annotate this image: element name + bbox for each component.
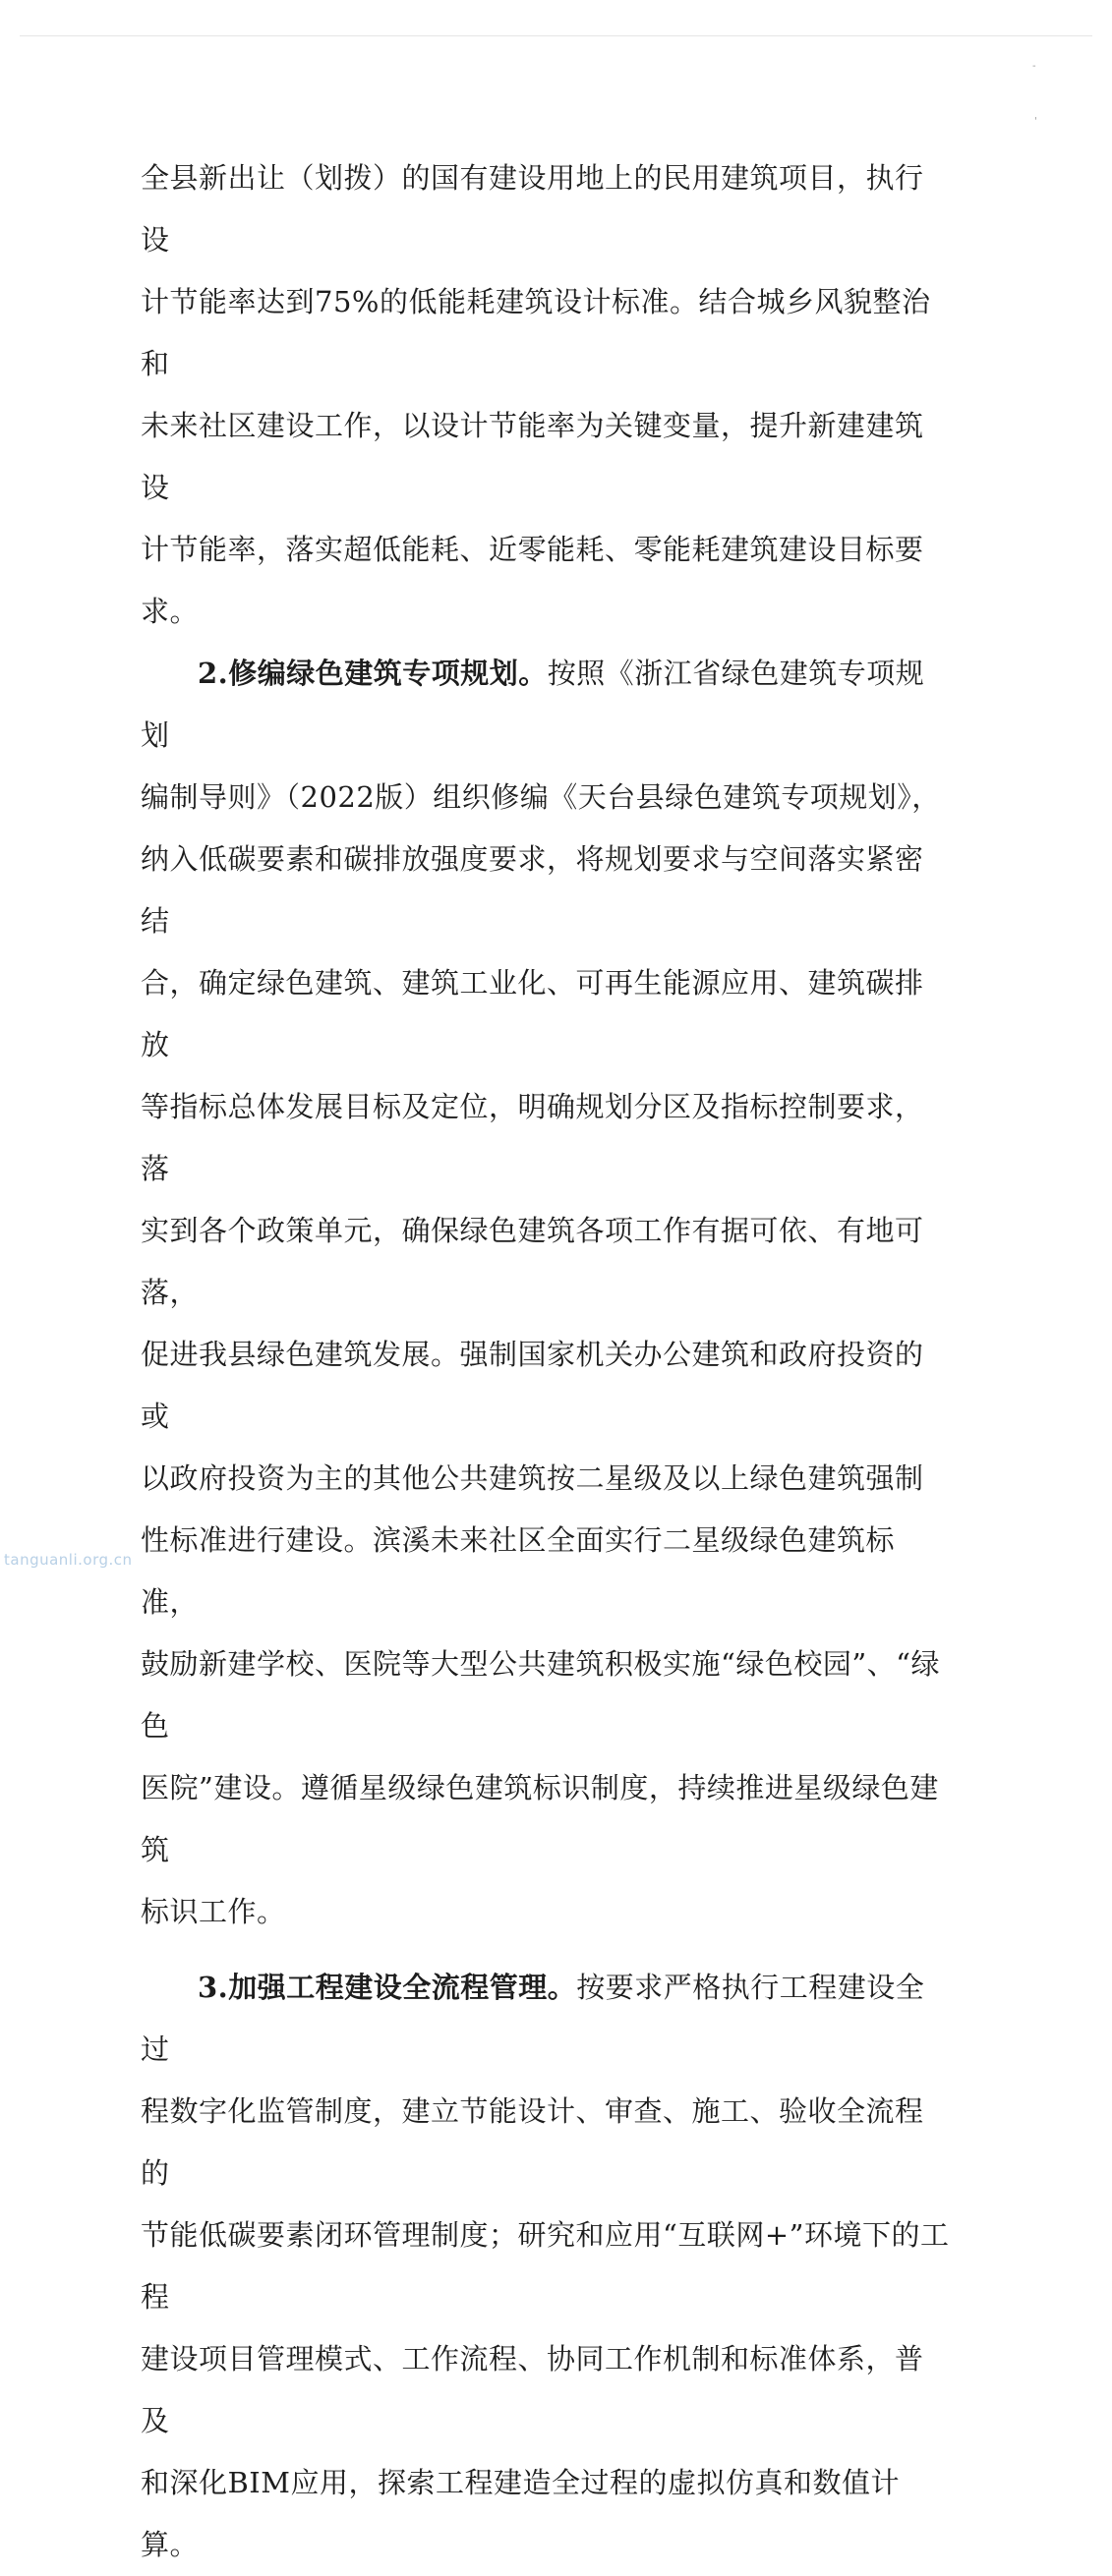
text-line: 鼓励新建学校、医院等大型公共建筑积极实施“绿色校园”、“绿色 [141, 1647, 940, 1743]
section-3 [141, 1957, 952, 2576]
text-line: 程数字化监管制度，建立节能设计、审查、施工、验收全流程的 [141, 2094, 924, 2190]
section-2 [141, 643, 952, 1943]
text-line: 节能低碳要素闭环管理制度；研究和应用“互联网+”环境下的工程 [141, 2218, 950, 2314]
text-line: 编制导则》（2022版）组织修编《天台县绿色建筑专项规划》， [141, 780, 941, 814]
text-line-rest: 按照《浙江省绿色建筑专项规划 [141, 657, 925, 752]
text-line: 实到各个政策单元，确保绿色建筑各项工作有据可依、有地可落， [141, 1214, 924, 1309]
text-line: 等指标总体发展目标及定位，明确规划分区及指标控制要求，落 [141, 1090, 924, 1185]
text-line: 纳入低碳要素和碳排放强度要求，将规划要求与空间落实紧密结 [141, 842, 924, 938]
text-line: 以政府投资为主的其他公共建筑按二星级及以上绿色建筑强制 [141, 1461, 924, 1495]
text-line: 和深化BIM应用，探索工程建造全过程的虚拟仿真和数值计算。 [141, 2466, 900, 2561]
section-2-heading: 2.修编绿色建筑专项规划。 [198, 657, 548, 690]
text-line: 合，确定绿色建筑、建筑工业化、可再生能源应用、建筑碳排放 [141, 966, 924, 1061]
text-line: 医院”建设。遵循星级绿色建筑标识制度，持续推进星级绿色建筑 [141, 1771, 939, 1866]
text-line [141, 643, 952, 767]
text-line: 性标准进行建设。滨溪未来社区全面实行二星级绿色建筑标准， [141, 1523, 896, 1619]
text-line [141, 1957, 952, 2081]
scan-speck: - [1032, 61, 1036, 72]
paragraph-continued [141, 147, 952, 643]
document-body [141, 147, 952, 2576]
text-line: 计节能率达到75%的低能耗建筑设计标准。结合城乡风貌整治和 [141, 285, 931, 380]
text-line: 全县新出让（划拨）的国有建设用地上的民用建筑项目，执行设 [141, 161, 924, 257]
text-line: 建设项目管理模式、工作流程、协同工作机制和标准体系，普及 [141, 2342, 924, 2437]
page-top-rule [20, 35, 1092, 36]
site-watermark: tanguanli.org.cn [4, 1551, 133, 1569]
section-3-heading: 3.加强工程建设全流程管理。 [198, 1971, 577, 2004]
text-line: 标识工作。 [141, 1895, 286, 1928]
text-line: 未来社区建设工作，以设计节能率为关键变量，提升新建建筑设 [141, 409, 924, 504]
text-line-rest: 按要求严格执行工程建设全过 [141, 1971, 925, 2066]
text-line: 促进我县绿色建筑发展。强制国家机关办公建筑和政府投资的或 [141, 1338, 924, 1433]
scan-speck: ' [1034, 116, 1037, 127]
text-line: 计节能率，落实超低能耗、近零能耗、零能耗建筑建设目标要求。 [141, 533, 924, 628]
